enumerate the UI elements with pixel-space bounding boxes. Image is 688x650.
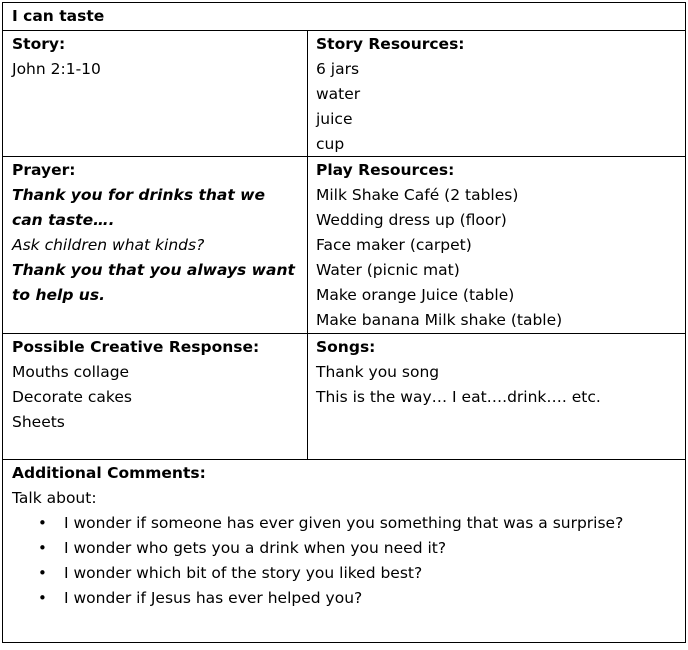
play-resources-heading: Play Resources: xyxy=(316,161,455,179)
play-resource-item: Face maker (carpet) xyxy=(316,236,472,254)
story-resource-item: juice xyxy=(316,110,353,128)
creative-response-item: Decorate cakes xyxy=(12,388,132,406)
page-title: I can taste xyxy=(12,7,105,25)
songs-heading: Songs: xyxy=(316,338,376,356)
bullet-icon: • xyxy=(38,539,47,557)
creative-response-heading: Possible Creative Response: xyxy=(12,338,260,356)
story-resource-item: cup xyxy=(316,135,345,153)
bullet-icon: • xyxy=(38,514,47,532)
comment-bullet-item: I wonder if someone has ever given you something that was a surprise? xyxy=(64,514,624,532)
play-resource-item: Wedding dress up (floor) xyxy=(316,211,507,229)
play-resource-item: Milk Shake Café (2 tables) xyxy=(316,186,519,204)
comment-bullet-item: I wonder who gets you a drink when you need it? xyxy=(64,539,447,557)
creative-response-item: Mouths collage xyxy=(12,363,130,381)
play-resource-item: Water (picnic mat) xyxy=(316,261,460,279)
comment-bullet-item: I wonder which bit of the story you liked best? xyxy=(64,564,423,582)
prayer-prompt: Ask children what kinds? xyxy=(12,236,205,254)
creative-response-item: Sheets xyxy=(12,413,65,431)
column-divider xyxy=(307,30,308,459)
song-item: Thank you song xyxy=(316,363,440,381)
row-divider xyxy=(2,333,686,334)
story-reference: John 2:1-10 xyxy=(12,60,101,78)
story-resource-item: 6 jars xyxy=(316,60,360,78)
prayer-line: Thank you for drinks that we xyxy=(12,186,265,204)
row-divider xyxy=(2,459,686,460)
prayer-line: to help us. xyxy=(12,286,105,304)
comments-heading: Additional Comments: xyxy=(12,464,206,482)
row-divider xyxy=(2,30,686,31)
song-item: This is the way… I eat….drink…. etc. xyxy=(316,388,601,406)
play-resource-item: Make orange Juice (table) xyxy=(316,286,515,304)
bullet-icon: • xyxy=(38,564,47,582)
story-heading: Story: xyxy=(12,35,66,53)
bullet-icon: • xyxy=(38,589,47,607)
play-resource-item: Make banana Milk shake (table) xyxy=(316,311,563,329)
prayer-heading: Prayer: xyxy=(12,161,76,179)
prayer-line: can taste…. xyxy=(12,211,115,229)
comments-intro: Talk about: xyxy=(12,489,97,507)
comment-bullet-item: I wonder if Jesus has ever helped you? xyxy=(64,589,363,607)
story-resource-item: water xyxy=(316,85,361,103)
prayer-line: Thank you that you always want xyxy=(12,261,295,279)
story-resources-heading: Story Resources: xyxy=(316,35,465,53)
